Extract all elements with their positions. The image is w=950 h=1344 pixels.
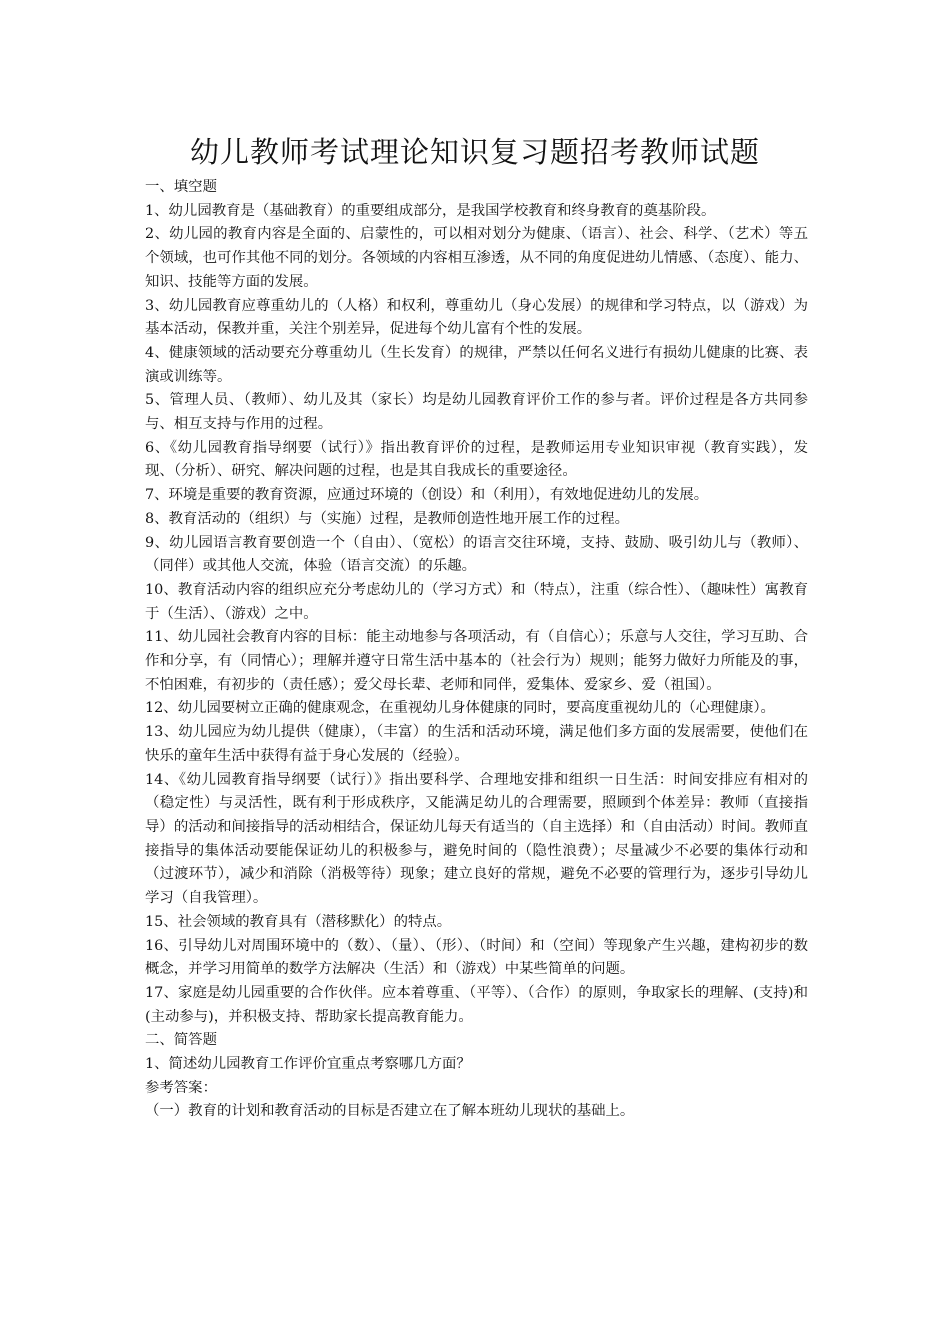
section-heading-short-answer: 二、简答题	[145, 1032, 217, 1049]
question-paragraph: 5、管理人员、（教师）、幼儿及其（家长）均是幼儿园教育评价工作的参与者。评价过程是各方共同参与、相互支持与作用的过程。	[145, 392, 808, 433]
question-paragraph: 15、社会领域的教育具有（潜移默化）的特点。	[145, 913, 452, 930]
question-paragraph: 16、引导幼儿对周围环境中的（数）、（量）、（形）、（时间）和（空间）等现象产生兴趣，建构初步的数概念，并学习用简单的数学方法解决（生活）和（游戏）中某些简单的问题。	[145, 937, 808, 978]
section-heading-fill-in: 一、填空题	[145, 179, 217, 195]
question-paragraph: 8、教育活动的（组织）与（实施）过程，是教师创造性地开展工作的过程。	[145, 510, 630, 527]
question-paragraph: 3、幼儿园教育应尊重幼儿的（人格）和权利，尊重幼儿（身心发展）的规律和学习特点，以（游戏）为基本活动，保教并重，关注个别差异，促进每个幼儿富有个性的发展。	[145, 297, 808, 338]
answer-label: 参考答案：	[145, 1079, 217, 1096]
question-paragraph: 12、幼儿园要树立正确的健康观念，在重视幼儿身体健康的同时，要高度重视幼儿的（心理健康）。	[145, 700, 775, 717]
question-paragraph: 10、教育活动内容的组织应充分考虑幼儿的（学习方式）和（特点），注重（综合性）、（趣味性）寓教育于（生活）、（游戏）之中。	[145, 581, 808, 622]
question-paragraph: 11、幼儿园社会教育内容的目标：能主动地参与各项活动，有（自信心）；乐意与人交往，学习互助、合作和分享，有（同情心）；理解并遵守日常生活中基本的（社会行为）规则；能努力做好力所能及的事，不怕困难，有初步的（责任感）；爱父母长辈、老师和同伴，爱集体、爱家乡、爱（祖国）。	[145, 629, 808, 693]
question-paragraph: 9、幼儿园语言教育要创造一个（自由）、（宽松）的语言交往环境，支持、鼓励、吸引幼儿与（教师）、（同伴）或其他人交流，体验（语言交流）的乐趣。	[145, 534, 808, 575]
question-paragraph: 14、《幼儿园教育指导纲要（试行）》指出要科学、合理地安排和组织一日生活：时间安排应有相对的（稳定性）与灵活性，既有利于形成秩序，又能满足幼儿的合理需要，照顾到个体差异：教师（直接指导）的活动和间接指导的活动相结合，保证幼儿每天有适当的（自主选择）和（自由活动）时间。教师直接指导的集体活动要能保证幼儿的积极参与，避免时间的（隐性浪费）；尽量减少不必要的集体行动和（过渡环节），减少和消除（消极等待）现象；建立良好的常规，避免不必要的管理行为，逐步引导幼儿学习（自我管理）。	[145, 771, 808, 907]
question-paragraph: 1、简述幼儿园教育工作评价宜重点考察哪几方面？	[145, 1056, 471, 1073]
question-paragraph: 2、幼儿园的教育内容是全面的、启蒙性的，可以相对划分为健康、（语言）、社会、科学、（艺术）等五个领域，也可作其他不同的划分。各领域的内容相互渗透，从不同的角度促进幼儿情感、（态度）、能力、知识、技能等方面的发展。	[145, 226, 808, 290]
question-paragraph: 1、幼儿园教育是（基础教育）的重要组成部分，是我国学校教育和终身教育的奠基阶段。	[145, 202, 716, 219]
answer-paragraph: （一）教育的计划和教育活动的目标是否建立在了解本班幼儿现状的基础上。	[145, 1103, 635, 1120]
question-paragraph: 4、健康领域的活动要充分尊重幼儿（生长发育）的规律，严禁以任何名义进行有损幼儿健康的比赛、表演或训练等。	[145, 344, 808, 385]
document-body	[145, 176, 808, 1124]
document-title: 幼儿教师考试理论知识复习题招考教师试题	[189, 135, 760, 169]
question-paragraph: 17、家庭是幼儿园重要的合作伙伴。应本着尊重、（平等）、（合作）的原则，争取家长的理解、(支持)和(主动参与)，并积极支持、帮助家长提高教育能力。	[145, 984, 808, 1025]
question-paragraph: 6、《幼儿园教育指导纲要（试行）》指出教育评价的过程，是教师运用专业知识审视（教育实践），发现、（分析）、研究、解决问题的过程，也是其自我成长的重要途径。	[145, 439, 808, 480]
question-paragraph: 7、环境是重要的教育资源，应通过环境的（创设）和（利用），有效地促进幼儿的发展。	[145, 487, 709, 504]
question-paragraph: 13、幼儿园应为幼儿提供（健康），（丰富）的生活和活动环境，满足他们多方面的发展需要，使他们在快乐的童年生活中获得有益于身心发展的（经验）。	[145, 724, 808, 764]
